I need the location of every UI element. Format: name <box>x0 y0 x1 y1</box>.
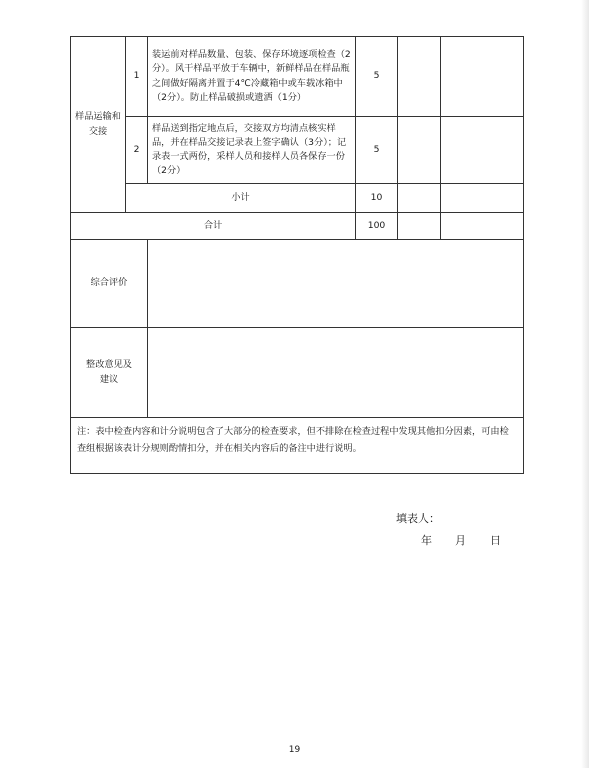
item-number: 2 <box>126 117 148 184</box>
subtotal-remark <box>441 184 524 213</box>
filler-label: 填表人： <box>396 512 440 525</box>
item-remark <box>441 37 524 117</box>
evaluation-row <box>71 240 524 328</box>
subtotal-score: 10 <box>356 184 398 213</box>
subtotal-row <box>71 184 524 213</box>
item-deduction <box>398 117 441 184</box>
page-edge-shadow <box>581 0 589 768</box>
item-content: 装运前对样品数量、包装、保存环境逐项检查（2分）。风干样品平放于车辆中，新鲜样品在样品瓶之间做好隔离并置于4℃冷藏箱中或车载冰箱中（2分）。防止样品破损或遗洒（1分） <box>148 37 356 117</box>
category-cell: 样品运输和交接 <box>71 37 126 213</box>
item-score: 5 <box>356 117 398 184</box>
note-text: 注：表中检查内容和计分说明包含了大部分的检查要求，但不排除在检查过程中发现其他扣分因素，可由检查组根据该表计分规则酌情扣分，并在相关内容后的备注中进行说明。 <box>71 418 524 474</box>
rectify-label <box>71 328 148 418</box>
inspection-score-table <box>70 36 524 474</box>
total-remark <box>441 213 524 240</box>
total-deduction <box>398 213 441 240</box>
date-day: 日 <box>490 534 501 547</box>
evaluation-label: 综合评价 <box>71 240 148 328</box>
rectify-field[interactable] <box>148 328 524 418</box>
evaluation-field[interactable] <box>148 240 524 328</box>
date-month: 月 <box>455 534 466 547</box>
item-content: 样品送到指定地点后，交接双方均清点核实样品，并在样品交接记录表上签字确认（3分）；记录表一式两份，采样人员和接样人员各保存一份（2分） <box>148 117 356 184</box>
subtotal-label: 小计 <box>126 184 356 213</box>
total-label: 合计 <box>71 213 356 240</box>
rectify-row <box>71 328 524 418</box>
rectify-label-text: 整改意见及建议 <box>86 359 132 385</box>
note-row <box>71 418 524 474</box>
item-score: 5 <box>356 37 398 117</box>
item-number: 1 <box>126 37 148 117</box>
item-remark <box>441 117 524 184</box>
subtotal-deduction <box>398 184 441 213</box>
total-score: 100 <box>356 213 398 240</box>
total-row <box>71 213 524 240</box>
item-deduction <box>398 37 441 117</box>
table-row <box>71 117 524 184</box>
page-number: 19 <box>288 745 301 755</box>
table-row <box>71 37 524 117</box>
date-year: 年 <box>421 534 432 547</box>
